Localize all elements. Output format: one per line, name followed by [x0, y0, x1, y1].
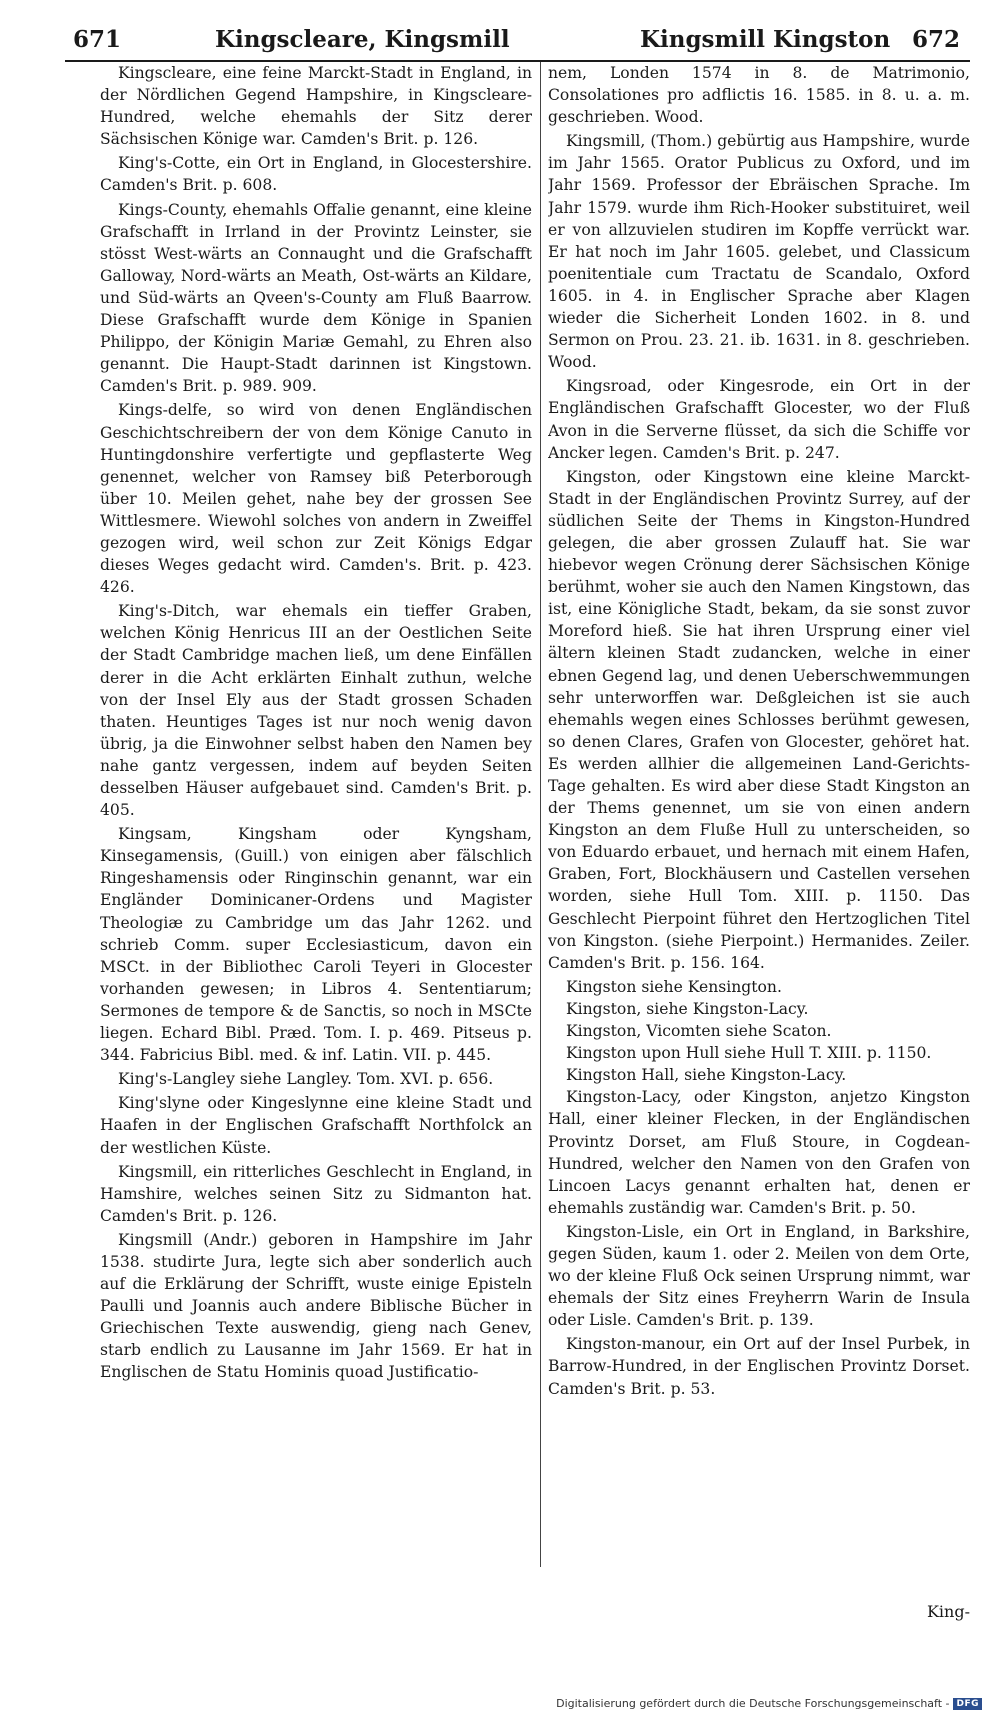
right-running-head: Kingsmill Kingston: [640, 26, 891, 53]
entry-kingsmill-thom: Kingsmill, (Thom.) gebürtig aus Hampshire, wurde im Jahr 1565. Orator Publicus zu Oxford, und im Jahr 1569. Professor der Ebräischen Sprache. Im Jahr 1579. wurde ihm Rich-Hooker substituiret, weil er von allzuvielen studiren im Kopffe verrückt war. Er hat noch im Jahr 1605. gelebet, und Classicum poenitentiale cum Tractatu de Scandalo, Oxford 1605. in 4. in Englischer Sprache aber Klagen wieder die Sicherheit Londen 1602. in 8. und Sermon on Prou. 23. 21. ib. 1631. in 8. geschrieben. Wood.: [548, 132, 970, 372]
entry-kings-cotte: King's-Cotte, ein Ort in England, in Glocestershire. Camden's Brit. p. 608.: [100, 154, 532, 195]
entry-kings-delfe: Kings-delfe, so wird von denen Engländischen Geschichtschreibern der von dem Könige Canuto in Huntingdonshire verfertigte und gepflasterte Weg genennet, welcher von Ramsey biß Peterborough über 10. Meilen gehet, nahe bey der grossen See Wittlesmere. Wiewohl solches von andern in Zweiffel gezogen wird, weil schon zur Zeit Königs Edgar dieses Weges gedacht wird. Camden's. Brit. p. 423. 426.: [100, 401, 532, 597]
funding-note: Digitalisierung gefördert durch die Deutsche Forschungsgemeinschaft -: [556, 1697, 950, 1710]
catchword: King-: [926, 1602, 970, 1621]
left-column: [100, 62, 532, 1632]
entry-kings-county: Kings-County, ehemahls Offalie genannt, eine kleine Grafschafft in Irrland in der Provintz Leinster, sie stösst West-wärts an Connaught und die Grafschafft Galloway, Nord-wärts an Meath, Ost-wärts an Kildare, und Süd-wärts an Qveen's-County am Fluß Baarrow. Diese Grafschafft wurde dem Könige in Spanien Philippo, der Königin Mariæ Gemahl, zu Ehren also genannt. Die Haupt-Stadt darinnen ist Kingstown. Camden's Brit. p. 989. 909.: [100, 200, 532, 396]
entry-kingsmill-andr: Kingsmill (Andr.) geboren in Hampshire im Jahr 1538. studirte Jura, legte sich aber sonderlich auch auf die Erklärung der Schrifft, wuste einige Episteln Paulli und Joannis auch andere Biblische Bücher in Griechischen Texte auswendig, gieng nach Genev, starb endlich zu Lausanne im Jahr 1569. Er hat in Englischen de Statu Hominis quoad Justificatio-: [100, 1230, 532, 1382]
cross-reference: Kingston, Vicomten siehe Scaton.: [566, 1022, 832, 1041]
column-divider: [540, 62, 541, 1567]
entry-kingston: Kingston, oder Kingstown eine kleine Marckt-Stadt in der Engländischen Provintz Surrey, auf der südlichen Seite der Thems in Kingston-Hundred gelegen, die aber grossen Zulauff hat. Sie war hiebevor wegen Crönung derer Sächsischen Könige berühmt, woher sie auch den Namen Kingstown, das ist, eine Königliche Stadt, bekam, da sie sonst zuvor Moreford hieß. Sie hat ihren Ursprung einer viel ältern kleinen Stadt zudancken, welche in einer ebnen Gegend lag, und denen Ueberschwemmungen sehr unterworffen war. Deßgleichen ist sie auch ehemahls wegen eines Schlosses berühmt gewesen, so denen Clares, Grafen von Glocester, gehöret hat. Es werden allhier die allgemeinen Land-Gerichts-Tage gehalten. Es wird aber diese Stadt Kingston an der Thems genennet, um sie von einen andern Kingston an dem Fluße Hull zu unterscheiden, so von Eduardo erbauet, und hernach mit einem Hafen, Graben, Fort, Blockhäusern und Castellen versehen worden, siehe Hull Tom. XIII. p. 1150. Das Geschlecht Pierpoint führet den Hertzoglichen Titel von Kingston. (siehe Pierpoint.) Hermanides. Zeiler. Camden's Brit. p. 156. 164.: [548, 467, 970, 972]
entry-kingsam: Kingsam, Kingsham oder Kyngsham, Kinsegamensis, (Guill.) von einigen aber fälschlich Ringeshamensis oder Ringinschin genannt, war ein Engländer Dominicaner-Ordens und Magister Theologiæ zu Cambridge um das Jahr 1262. und schrieb Comm. super Ecclesiasticum, davon ein MSCt. in der Bibliothec Caroli Teyeri in Glocester vorhanden gewesen; in Libros 4. Sententiarum; Sermones de tempore & de Sanctis, so noch in MSCte liegen. Echard Bibl. Præd. Tom. I. p. 469. Pitseus p. 344. Fabricius Bibl. med. & inf. Latin. VII. p. 445.: [100, 825, 532, 1065]
right-column: [548, 62, 970, 1632]
entry-kingsroad: Kingsroad, oder Kingesrode, ein Ort in der Engländischen Grafschafft Glocester, wo der Fluß Avon in die Serverne flüsset, da sich die Schiffe vor Ancker legen. Camden's Brit. p. 247.: [548, 377, 970, 462]
left-running-head: Kingscleare, Kingsmill: [215, 26, 510, 53]
entry-kingston-lacy: Kingston-Lacy, oder Kingston, anjetzo Kingston Hall, einer kleiner Flecken, in der Engländischen Provintz Dorset, am Fluß Stoure, in Cogdean-Hundred, welcher den Namen von den Grafen von Lincoen Lacys genannt erhalten hat, denen er ehemahls zuständig war. Camden's Brit. p. 50.: [548, 1088, 970, 1217]
footer: [556, 1697, 982, 1710]
cross-reference: Kingston, siehe Kingston-Lacy.: [566, 999, 809, 1018]
page-header: [65, 20, 970, 62]
entry-kingston-manour: Kingston-manour, ein Ort auf der Insel Purbek, in Barrow-Hundred, in der Englischen Provintz Dorset. Camden's Brit. p. 53.: [548, 1335, 970, 1398]
entry-kingslyne: King'slyne oder Kingeslynne eine kleine Stadt und Haafen in der Englischen Grafschafft Northfolck an der westlichen Küste.: [100, 1094, 532, 1157]
entry-continuation: nem, Londen 1574 in 8. de Matrimonio, Consolationes pro adflictis 16. 1585. in 8. u. a. m. geschrieben. Wood.: [548, 64, 970, 127]
right-page-number: 672: [911, 26, 960, 53]
dfg-logo: DFG: [953, 1698, 982, 1710]
entry-kingscleare: Kingscleare, eine feine Marckt-Stadt in England, in der Nördlichen Gegend Hampshire, in Kingscleare-Hundred, welche ehemahls der Sitz derer Sächsischen Könige war. Camden's Brit. p. 126.: [100, 64, 532, 149]
left-page-number: 671: [73, 26, 122, 53]
entry-kingsmill-family: Kingsmill, ein ritterliches Geschlecht in England, in Hamshire, welches seinen Sitz zu Sidmanton hat. Camden's Brit. p. 126.: [100, 1162, 532, 1225]
entry-kingston-lisle: Kingston-Lisle, ein Ort in England, in Barkshire, gegen Süden, kaum 1. oder 2. Meilen von dem Orte, wo der kleine Fluß Ock seinen Ursprung nimmt, war ehemals der Sitz eines Freyherrn Warin de Insula oder Lisle. Camden's Brit. p. 139.: [548, 1222, 970, 1330]
cross-reference: Kingston Hall, siehe Kingston-Lacy.: [566, 1066, 847, 1085]
cross-reference: Kingston upon Hull siehe Hull T. XIII. p. 1150.: [566, 1044, 932, 1063]
entry-kings-ditch: King's-Ditch, war ehemals ein tieffer Graben, welchen König Henricus III an der Oestlichen Seite der Stadt Cambridge machen ließ, um dene Einfällen derer in die Acht erklärten Einhalt zuthun, welche von der Insel Ely aus der Stadt grossen Schaden thaten. Heuntiges Tages ist nur noch wenig davon übrig, ja die Einwohner selbst haben den Namen bey nahe gantz vergessen, indem auf beyden Seiten desselben Häuser aufgebauet sind. Camden's Brit. p. 405.: [100, 602, 532, 820]
cross-reference: Kingston siehe Kensington.: [566, 977, 782, 996]
entry-kings-langley: King's-Langley siehe Langley. Tom. XVI. p. 656.: [118, 1070, 494, 1089]
